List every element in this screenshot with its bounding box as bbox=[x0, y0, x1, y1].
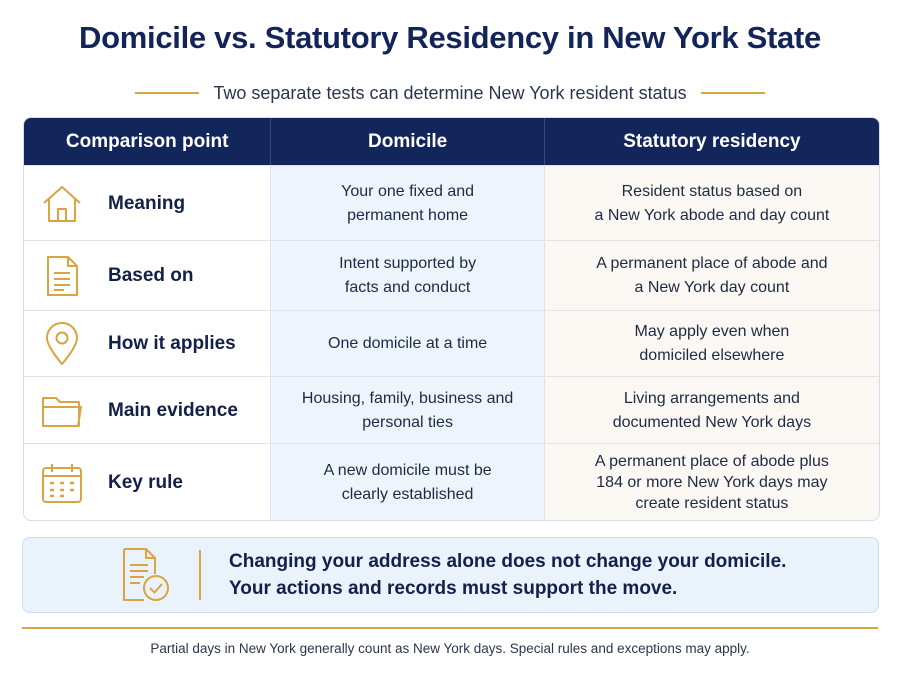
calendar-icon bbox=[40, 461, 84, 505]
subtitle-line-left bbox=[135, 92, 199, 94]
domicile-cell bbox=[270, 166, 543, 241]
statutory-text-line: Living arrangements and bbox=[623, 389, 800, 407]
page-subtitle: Two separate tests can determine New York resident status bbox=[213, 82, 687, 103]
row-label-cell bbox=[24, 377, 270, 444]
statutory-text-line: May apply even when bbox=[634, 323, 790, 340]
table-row-meaning bbox=[24, 165, 879, 241]
table-row-key-rule bbox=[24, 443, 879, 521]
callout-line: Changing your address alone does not change your domicile. bbox=[229, 551, 787, 572]
page-title: Domicile vs. Statutory Residency in New York State bbox=[79, 20, 821, 55]
statutory-text-line: A permanent place of abode plus bbox=[594, 453, 829, 470]
row-label-cell bbox=[24, 241, 270, 311]
statutory-text-line: a New York day count bbox=[634, 279, 790, 296]
statutory-cell bbox=[544, 311, 879, 377]
domicile-cell bbox=[270, 311, 543, 377]
callout-divider bbox=[199, 550, 201, 600]
statutory-text-line: 184 or more New York days may bbox=[596, 474, 828, 491]
table-row-how-it-applies bbox=[24, 310, 879, 377]
row-label: Main evidence bbox=[108, 399, 238, 421]
document-check-icon bbox=[115, 545, 175, 605]
statutory-cell bbox=[544, 444, 879, 521]
domicile-text-line: One domicile at a time bbox=[328, 335, 488, 352]
domicile-cell bbox=[270, 444, 543, 521]
statutory-text-line: domiciled elsewhere bbox=[639, 347, 785, 364]
table-row-based-on bbox=[24, 240, 879, 311]
footnote: Partial days in New York generally count as New York days. Special rules and exceptions may apply. bbox=[150, 641, 750, 656]
domicile-cell bbox=[270, 241, 543, 311]
statutory-text-line: documented New York days bbox=[612, 413, 812, 431]
header-domicile: Domicile bbox=[270, 118, 543, 165]
comparison-table bbox=[23, 117, 880, 521]
domicile-text-line: personal ties bbox=[362, 413, 453, 431]
row-label: Meaning bbox=[108, 192, 186, 214]
folder-icon bbox=[40, 389, 84, 433]
callout-note bbox=[22, 537, 879, 613]
row-label: Based on bbox=[108, 265, 194, 286]
statutory-text-line: a New York abode and day count bbox=[594, 206, 830, 224]
domicile-text-line: clearly established bbox=[341, 485, 474, 503]
row-label: Key rule bbox=[108, 471, 183, 493]
row-label-cell bbox=[24, 444, 270, 521]
header-comparison-point: Comparison point bbox=[65, 130, 229, 152]
domicile-text-line: Your one fixed and bbox=[341, 182, 475, 200]
callout-line: Your actions and records must support the move. bbox=[229, 578, 678, 599]
statutory-cell bbox=[544, 377, 879, 444]
statutory-text-line: Resident status based on bbox=[621, 182, 803, 200]
subtitle-row bbox=[0, 80, 900, 106]
domicile-text-line: Intent supported by bbox=[339, 255, 477, 272]
statutory-text-line: A permanent place of abode and bbox=[596, 255, 828, 272]
table-header bbox=[24, 118, 879, 165]
domicile-text-line: Housing, family, business and bbox=[301, 389, 514, 407]
statutory-cell bbox=[544, 166, 879, 241]
house-icon bbox=[40, 182, 84, 226]
statutory-text-line: create resident status bbox=[635, 495, 789, 512]
domicile-text-line: permanent home bbox=[347, 206, 469, 224]
row-label-cell bbox=[24, 166, 270, 241]
statutory-cell bbox=[544, 241, 879, 311]
domicile-text-line: facts and conduct bbox=[344, 279, 471, 296]
domicile-cell bbox=[270, 377, 543, 444]
row-label: How it applies bbox=[108, 333, 236, 354]
callout-text bbox=[229, 548, 786, 602]
document-icon bbox=[40, 254, 84, 298]
location-pin-icon bbox=[40, 322, 84, 366]
domicile-text-line: A new domicile must be bbox=[323, 461, 492, 479]
header-statutory-residency: Statutory residency bbox=[544, 118, 879, 165]
row-label-cell bbox=[24, 311, 270, 377]
footer-divider bbox=[22, 627, 878, 629]
subtitle-line-right bbox=[701, 92, 765, 94]
table-row-main-evidence bbox=[24, 376, 879, 444]
